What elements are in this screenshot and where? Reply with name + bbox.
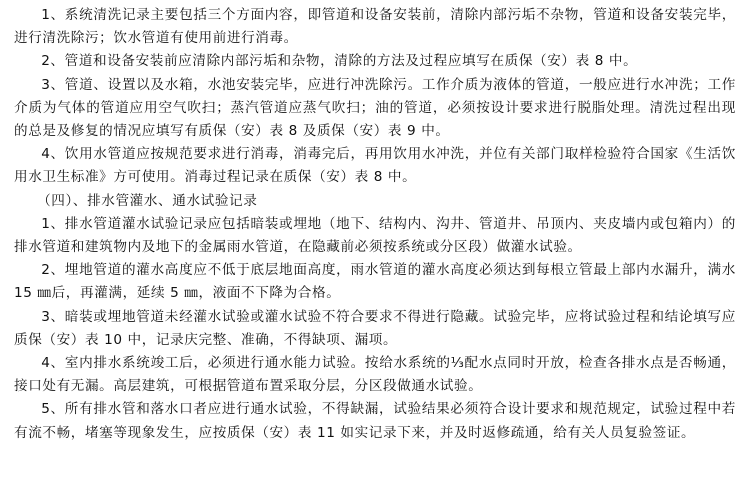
document-body [14,4,736,445]
paragraph-filling-height: 2、埋地管道的灌水高度应不低于底层地面高度，雨水管道的灌水高度必须达到每根立管最上部内水漏升，满水 15 ㎜后，再灌满，延续 5 ㎜，液面不下降为合格。 [14,262,736,302]
paragraph-drain-pipe-test: 5、所有排水管和落水口者应进行通水试验，不得缺漏，试验结果必须符合设计要求和规范规定，试验过程中若有流不畅，堵塞等现象发生，应按质保（安）表 11 如实记录下来，并及时返修疏通，给有关人员复验签证。 [14,401,736,441]
section-heading: （四）、排水管灌水、通水试验记录 [37,192,258,209]
paragraph-disinfection: 4、饮用水管道应按规范要求进行消毒，消毒完后，再用饮用水冲洗，并位有关部门取样检验符合国家《生活饮用水卫生标准》方可使用。消毒过程记录在质保（安）表 8 中。 [14,146,736,186]
paragraph-flushing: 3、管道、设置以及水箱，水池安装完毕，应进行冲洗除污。工作介质为液体的管道，一般应进行水冲洗；工作介质为气体的管道应用空气吹扫；蒸汽管道应蒸气吹扫；油的管道，必须按设计要求进行脱脂处理。清洗过程出现的总是及修复的情况应填写有质保（安）表 8 及质保（安）表 9 中。 [14,76,736,140]
paragraph-cleaning-overview: 1、系统清洗记录主要包括三个方面内容，即管道和设备安装前，清除内部污垢不杂物，管道和设备安装完毕，进行清洗除污；饮水管道有使用前进行消毒。 [14,7,736,47]
paragraph-pre-install-cleaning: 2、管道和设备安装前应清除内部污垢和杂物，清除的方法及过程应填写在质保（安）表 8 中。 [41,53,638,70]
paragraph-concealment-rule: 3、暗装或埋地管道未经灌水试验或灌水试验不符合要求不得进行隐藏。试验完毕，应将试验过程和结论填写应质保（安）表 10 中，记录庆完整、准确，不得缺项、漏项。 [14,308,736,348]
paragraph-flow-capacity-test: 4、室内排水系统竣工后，必须进行通水能力试验。按给水系统的⅓配水点同时开放，检查各排水点是否畅通，接口处有无漏。高层建筑，可根据管道布置采取分层，分区段做通水试验。 [14,355,736,395]
paragraph-water-filling-record: 1、排水管道灌水试验记录应包括暗装或埋地（地下、结构内、沟井、管道井、吊顶内、夹皮墙内或包箱内）的排水管道和建筑物内及地下的金属雨水管道，在隐藏前必须按系统或分区段）做灌水试验。 [14,215,736,256]
